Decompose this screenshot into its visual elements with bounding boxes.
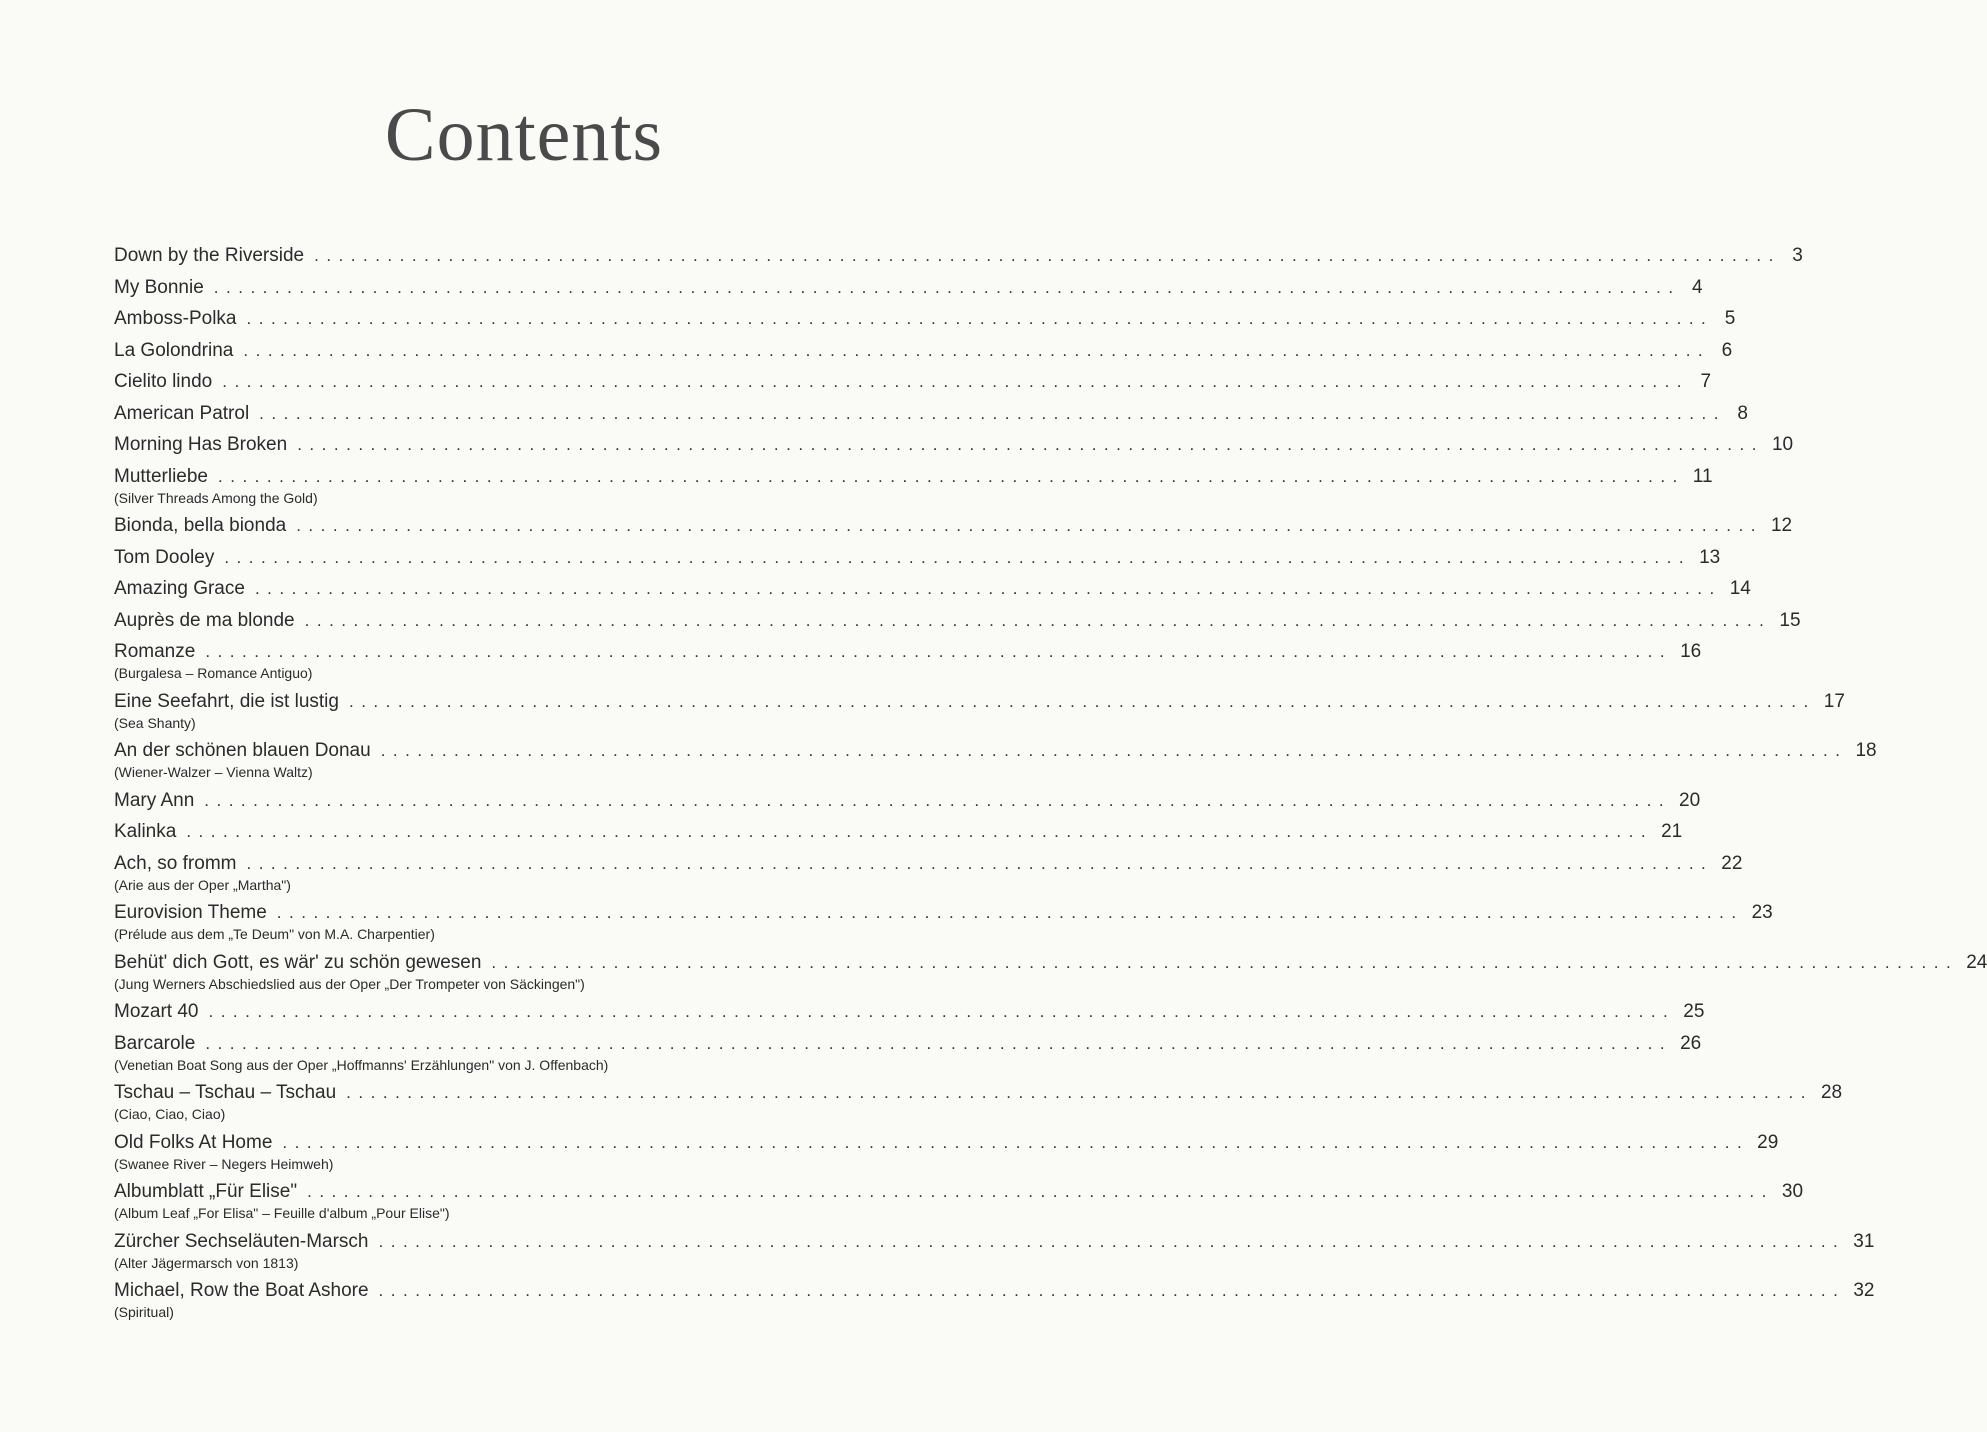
toc-entry-subtitle: (Alter Jägermarsch von 1813): [114, 1254, 299, 1271]
toc-entry-line: [114, 432, 1794, 458]
dot-leader: ........................................................................................................................: [254, 579, 1722, 598]
toc-entry-page-number: 17: [1823, 690, 1845, 712]
toc-entry-line: [114, 401, 1748, 427]
toc-entry-line: [114, 1130, 1779, 1156]
toc-entry-title: Bionda, bella bionda: [114, 515, 287, 536]
toc-entry-line: [114, 576, 1751, 602]
toc-entry-title: Behüt' dich Gott, es wär' zu schön gewesen: [114, 951, 482, 973]
toc-entry: [114, 788, 1701, 814]
toc-entry-subtitle: (Jung Werners Abschiedslied aus der Oper „Der Trompeter von Säckingen"): [114, 975, 585, 992]
toc-entry-title: An der schönen blauen Donau: [114, 740, 371, 761]
toc-entry-page-number: 18: [1855, 740, 1877, 761]
toc-entry-line: [114, 369, 1712, 395]
toc-entry-page-number: 5: [1724, 308, 1736, 329]
toc-entry-line: [114, 275, 1703, 301]
toc-entry-subtitle: (Spiritual): [114, 1304, 174, 1320]
toc-entry-title: Eine Seefahrt, die ist lustig: [114, 690, 339, 712]
toc-entry-title: Romanze: [114, 641, 196, 662]
toc-entry-title: Michael, Row the Boat Ashore: [114, 1280, 369, 1301]
toc-entry-line: [114, 999, 1705, 1025]
toc-entry-subtitle: (Sea Shanty): [114, 714, 196, 731]
dot-leader: ........................................................................................................................: [378, 1231, 1846, 1251]
dot-leader: ........................................................................................................................: [205, 642, 1673, 661]
toc-entry: [114, 738, 1877, 782]
toc-entry-page-number: 20: [1679, 789, 1701, 811]
toc-entry: [114, 513, 1793, 539]
dot-leader: ........................................................................................................................: [378, 1281, 1846, 1300]
toc-entry-page-number: 10: [1771, 434, 1794, 455]
toc-entry-line: [114, 608, 1801, 634]
toc-entry-title: Tschau – Tschau – Tschau: [114, 1082, 337, 1103]
toc-entry-line: [114, 1229, 1875, 1255]
toc-entry-title: Morning Has Broken: [114, 434, 288, 455]
toc-entry-title: Eurovision Theme: [114, 902, 267, 923]
toc-entry: [114, 338, 1733, 364]
toc-entry-line: [114, 1278, 1875, 1304]
dot-leader: ........................................................................................................................: [307, 1182, 1774, 1201]
toc-entry: [114, 432, 1794, 458]
dot-leader: ........................................................................................................................: [243, 340, 1711, 360]
toc-entry-page-number: 14: [1729, 578, 1751, 599]
toc-entry-line: [114, 900, 1773, 926]
table-of-contents: [114, 243, 1987, 1328]
toc-entry-title: Tom Dooley: [114, 546, 215, 568]
toc-entry-subtitle: (Silver Threads Among the Gold): [114, 489, 318, 506]
toc-entry-page-number: 11: [1692, 465, 1713, 487]
toc-entry: [114, 243, 1803, 269]
toc-entry-page-number: 25: [1683, 1001, 1705, 1022]
toc-entry-page-number: 28: [1820, 1082, 1843, 1103]
toc-entry-title: Cielito lindo: [114, 371, 213, 392]
dot-leader: ........................................................................................................................: [204, 790, 1672, 810]
dot-leader: ........................................................................................................................: [296, 516, 1763, 535]
toc-entry-line: [114, 464, 1713, 490]
toc-entry: [114, 401, 1748, 427]
toc-entry: [114, 999, 1705, 1025]
toc-entry-title: Ach, so fromm: [114, 852, 237, 874]
toc-entry-page-number: 16: [1680, 641, 1702, 662]
page-title: Contents: [384, 93, 664, 177]
toc-entry-subtitle: (Prélude aus dem „Te Deum" von M.A. Charpentier): [114, 926, 435, 942]
toc-entry-title: Amazing Grace: [114, 578, 245, 599]
toc-entry-line: [114, 738, 1877, 764]
toc-entry: [114, 306, 1736, 332]
toc-entry-line: [114, 1080, 1843, 1106]
toc-entry-title: La Golondrina: [114, 339, 234, 361]
toc-entry-line: [114, 1031, 1702, 1057]
toc-entry: [114, 950, 1987, 994]
toc-entry-line: [114, 639, 1702, 665]
toc-entry-title: Mary Ann: [114, 789, 195, 811]
toc-entry-title: Amboss-Polka: [114, 308, 237, 329]
toc-entry: [114, 1179, 1804, 1223]
toc-entry: [114, 819, 1683, 845]
toc-entry-page-number: 15: [1779, 609, 1801, 631]
dot-leader: ........................................................................................................................: [246, 853, 1714, 873]
toc-entry-page-number: 31: [1853, 1230, 1875, 1252]
toc-entry-page-number: 32: [1853, 1280, 1875, 1301]
toc-entry-line: [114, 545, 1721, 571]
toc-entry-line: [114, 851, 1743, 877]
toc-entry: [114, 851, 1743, 895]
toc-entry-line: [114, 1179, 1804, 1205]
toc-entry-page-number: 26: [1680, 1032, 1702, 1054]
toc-entry-page-number: 12: [1770, 515, 1793, 536]
toc-entry-title: American Patrol: [114, 402, 250, 424]
dot-leader: ........................................................................................................................: [186, 822, 1654, 841]
toc-entry-page-number: 29: [1757, 1131, 1779, 1153]
dot-leader: ........................................................................................................................: [246, 309, 1714, 328]
toc-entry: [114, 369, 1712, 395]
dot-leader: ........................................................................................................................: [213, 277, 1681, 297]
toc-entry-line: [114, 689, 1845, 715]
toc-entry-line: [114, 788, 1701, 814]
toc-entry-page-number: 4: [1691, 276, 1703, 298]
toc-entry: [114, 275, 1703, 301]
toc-entry-subtitle: (Ciao, Ciao, Ciao): [114, 1106, 226, 1122]
toc-entry: [114, 1031, 1702, 1075]
toc-entry-page-number: 7: [1700, 371, 1712, 392]
toc-entry-page-number: 3: [1792, 245, 1803, 266]
toc-entry: [114, 639, 1702, 683]
dot-leader: ........................................................................................................................: [491, 952, 1959, 972]
toc-entry-title: Mozart 40: [114, 1001, 199, 1022]
toc-entry-title: Barcarole: [114, 1032, 196, 1054]
dot-leader: ........................................................................................................................: [208, 1002, 1676, 1021]
toc-entry: [114, 900, 1773, 944]
dot-leader: ........................................................................................................................: [314, 246, 1781, 265]
toc-entry-title: My Bonnie: [114, 276, 204, 298]
toc-entry-title: Zürcher Sechseläuten-Marsch: [114, 1230, 369, 1252]
toc-entry-subtitle: (Wiener-Walzer – Vienna Waltz): [114, 764, 313, 780]
toc-entry-page-number: 21: [1661, 821, 1683, 842]
toc-entry-page-number: 13: [1699, 546, 1721, 568]
toc-entry: [114, 1278, 1875, 1322]
toc-entry-page-number: 6: [1721, 339, 1733, 361]
dot-leader: ........................................................................................................................: [380, 741, 1848, 760]
dot-leader: ........................................................................................................................: [282, 1132, 1750, 1152]
dot-leader: ........................................................................................................................: [224, 547, 1692, 567]
toc-entry-subtitle: (Arie aus der Oper „Martha"): [114, 876, 291, 893]
toc-entry-title: Auprès de ma blonde: [114, 609, 295, 631]
toc-entry: [114, 689, 1845, 733]
toc-entry-line: [114, 819, 1683, 845]
dot-leader: ........................................................................................................................: [276, 903, 1744, 922]
toc-entry: [114, 608, 1801, 634]
toc-entry: [114, 464, 1713, 508]
dot-leader: ........................................................................................................................: [304, 610, 1772, 630]
dot-leader: ........................................................................................................................: [348, 691, 1816, 711]
toc-entry-subtitle: (Burgalesa – Romance Antiguo): [114, 665, 313, 681]
dot-leader: ........................................................................................................................: [346, 1083, 1813, 1102]
toc-entry-page-number: 8: [1737, 402, 1748, 424]
toc-entry-subtitle: (Swanee River – Negers Heimweh): [114, 1155, 334, 1172]
toc-entry-title: Old Folks At Home: [114, 1131, 273, 1153]
toc-entry: [114, 1130, 1779, 1174]
toc-entry-page-number: 30: [1781, 1181, 1804, 1202]
toc-entry-line: [114, 513, 1793, 539]
toc-entry: [114, 1229, 1875, 1273]
toc-entry-title: Kalinka: [114, 821, 177, 842]
dot-leader: ........................................................................................................................: [297, 435, 1764, 454]
toc-entry: [114, 1080, 1843, 1124]
toc-entry-line: [114, 306, 1736, 332]
toc-entry: [114, 576, 1751, 602]
toc-entry-page-number: 22: [1721, 852, 1743, 874]
dot-leader: ........................................................................................................................: [205, 1033, 1673, 1053]
toc-entry-line: [114, 243, 1803, 269]
dot-leader: ........................................................................................................................: [259, 403, 1726, 423]
toc-entry-subtitle: (Venetian Boat Song aus der Oper „Hoffmanns' Erzählungen" von J. Offenbach): [114, 1056, 609, 1073]
toc-entry: [114, 545, 1721, 571]
dot-leader: ........................................................................................................................: [218, 466, 1685, 486]
toc-entry-title: Mutterliebe: [114, 465, 208, 487]
dot-leader: ........................................................................................................................: [222, 372, 1690, 391]
toc-entry-title: Down by the Riverside: [114, 245, 305, 266]
toc-entry-subtitle: (Album Leaf „For Elisa" – Feuille d'album „Pour Elise"): [114, 1205, 450, 1221]
toc-entry-line: [114, 950, 1987, 976]
toc-entry-page-number: 23: [1751, 902, 1773, 923]
toc-entry-page-number: 24: [1966, 951, 1987, 973]
toc-entry-line: [114, 338, 1733, 364]
toc-entry-title: Albumblatt „Für Elise": [114, 1181, 298, 1202]
